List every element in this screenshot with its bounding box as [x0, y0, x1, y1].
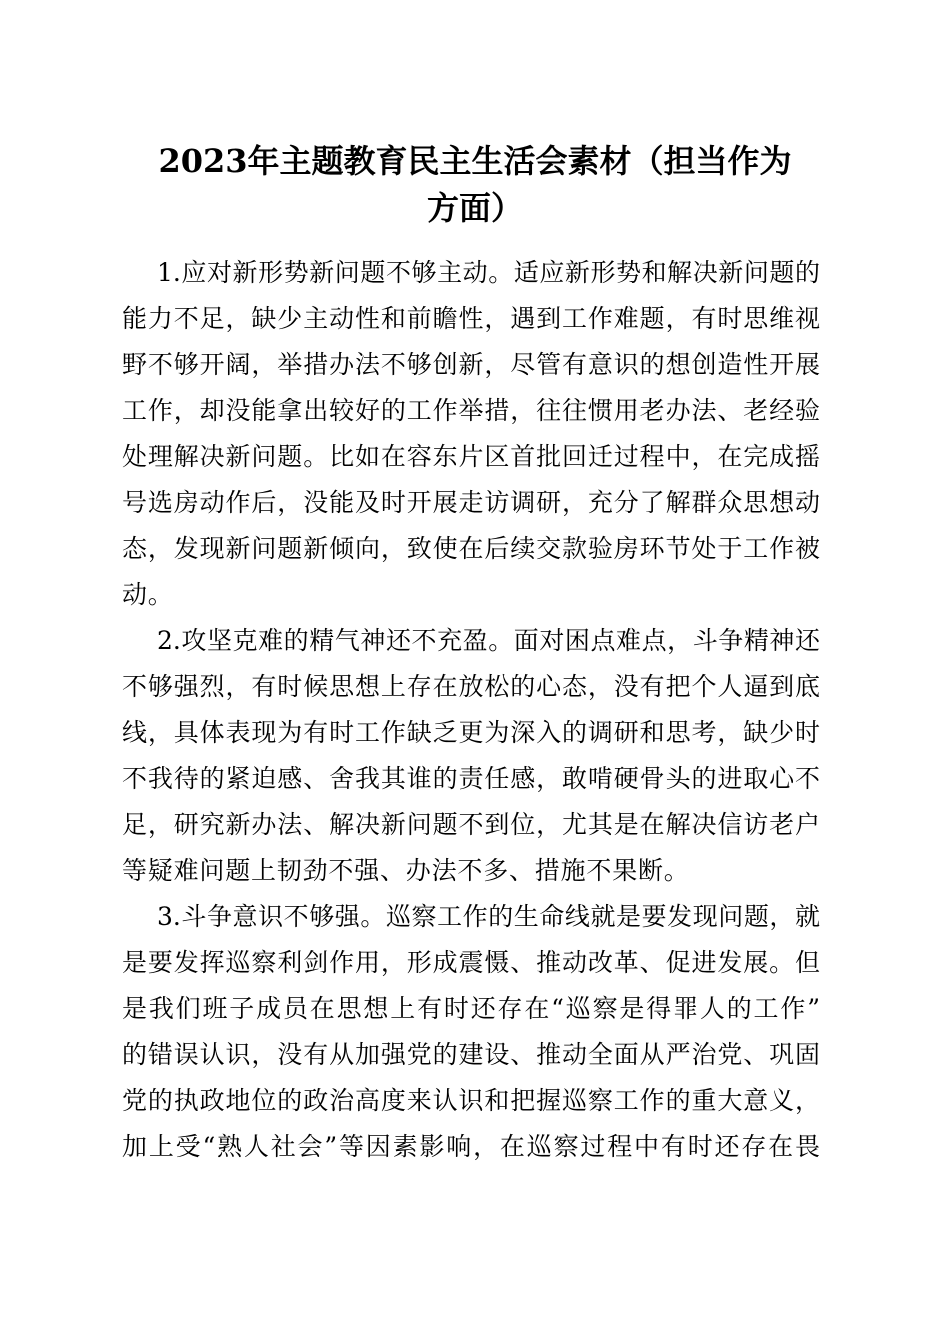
text-line: 等疑难问题上韧劲不强、办法不多、措施不果断。	[122, 856, 690, 885]
text-line: 加上受“熟人社会”等因素影响，在巡察过程中有时还存在畏	[122, 1132, 820, 1161]
text-line: 能力不足，缺少主动性和前瞻性，遇到工作难题，有时思维视	[122, 304, 820, 333]
text-line: 态，发现新问题新倾向，致使在后续交款验房环节处于工作被	[122, 534, 820, 563]
text-line: 处理解决新问题。比如在容东片区首批回迁过程中，在完成摇	[122, 442, 820, 471]
text-line: 3.斗争意识不够强。巡察工作的生命线就是要发现问题，就	[157, 902, 820, 931]
text-line: 不我待的紧迫感、舍我其谁的责任感，敢啃硬骨头的进取心不	[122, 764, 820, 793]
text-line: 的错误认识，没有从加强党的建设、推动全面从严治党、巩固	[122, 1040, 820, 1069]
text-line: 足，研究新办法、解决新问题不到位，尤其是在解决信访老户	[122, 810, 820, 839]
document-body	[122, 250, 820, 1170]
text-line: 线，具体表现为有时工作缺乏更为深入的调研和思考，缺少时	[122, 718, 820, 747]
text-line: 是我们班子成员在思想上有时还存在“巡察是得罪人的工作”	[122, 994, 820, 1023]
text-line: 是要发挥巡察利剑作用，形成震慑、推动改革、促进发展。但	[122, 948, 820, 977]
text-line: 动。	[122, 580, 174, 609]
title-line: 2023年主题教育民主生活会素材（担当作为	[158, 142, 792, 180]
text-line: 2.攻坚克难的精气神还不充盈。面对困点难点，斗争精神还	[157, 626, 820, 655]
text-line: 号选房动作后，没能及时开展走访调研，充分了解群众思想动	[122, 488, 820, 517]
text-line: 1.应对新形势新问题不够主动。适应新形势和解决新问题的	[157, 258, 820, 287]
document-title	[110, 138, 840, 232]
paragraph-2	[122, 618, 820, 894]
text-line: 不够强烈，有时候思想上存在放松的心态，没有把个人逼到底	[122, 672, 820, 701]
text-line: 野不够开阔，举措办法不够创新，尽管有意识的想创造性开展	[122, 350, 820, 379]
text-line: 党的执政地位的政治高度来认识和把握巡察工作的重大意义，	[122, 1086, 820, 1115]
paragraph-3	[122, 894, 820, 1170]
title-line: 方面）	[426, 189, 523, 227]
paragraph-1	[122, 250, 820, 618]
text-line: 工作，却没能拿出较好的工作举措，往往惯用老办法、老经验	[122, 396, 820, 425]
